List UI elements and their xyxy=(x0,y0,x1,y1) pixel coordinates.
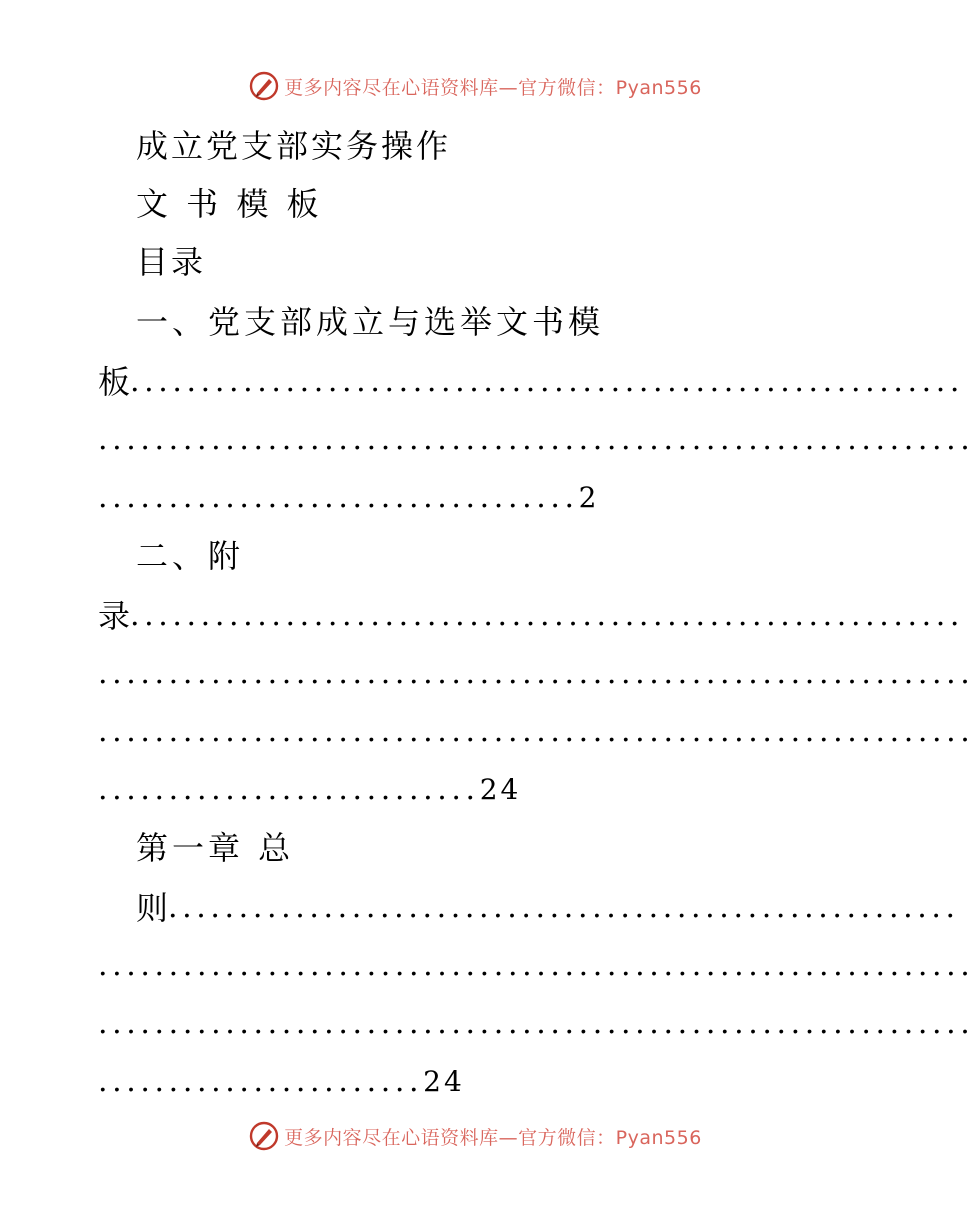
toc-heading: 目录 xyxy=(136,243,207,281)
toc-entry-2-cont xyxy=(98,596,133,636)
toc-entry-2-page: 24 xyxy=(479,773,522,806)
toc-leader-dots: ........................................................ xyxy=(168,890,960,925)
toc-leader-dots: ..................................2 xyxy=(98,480,600,515)
toc-leader-dots: ........................................................... xyxy=(130,598,965,633)
toc-entry-3-lead: 第一章 总 xyxy=(136,829,295,867)
toc-entry-3-cont-text: 则 xyxy=(136,889,172,927)
toc-leader-dots: .............................................................. xyxy=(98,1006,974,1041)
watermark-text: 更多内容尽在心语资料库—官方微信：Pyan556 xyxy=(284,76,702,99)
toc-leader-dots: .............................................................. xyxy=(98,714,974,749)
toc-leader-dots: .............................................................. xyxy=(98,422,974,457)
toc-leader-dots: ........................................................... xyxy=(130,364,965,399)
pen-logo-icon xyxy=(248,70,280,102)
toc-entry-2-cont-text: 录 xyxy=(98,597,134,635)
toc-entry-1-cont xyxy=(98,362,133,402)
toc-leader-dots: .............................................................. xyxy=(98,656,974,691)
footer-watermark xyxy=(0,1120,950,1152)
document-title: 成立党支部实务操作 xyxy=(136,127,452,165)
toc-leader-dots: ...........................24 xyxy=(98,772,522,807)
pen-logo-icon xyxy=(248,1120,280,1152)
toc-entry-3-cont xyxy=(136,888,171,928)
toc-entry-1-lead: 一、党支部成立与选举文书模 xyxy=(136,303,605,341)
document-subtitle: 文 书 模 板 xyxy=(136,185,323,223)
watermark-text: 更多内容尽在心语资料库—官方微信：Pyan556 xyxy=(284,1126,702,1149)
header-watermark xyxy=(0,70,950,102)
toc-entry-1-page: 2 xyxy=(578,481,600,514)
toc-entry-3-page: 24 xyxy=(423,1065,465,1098)
toc-leader-dots: .......................24 xyxy=(98,1064,465,1099)
toc-entry-2-lead: 二、附 xyxy=(136,537,245,575)
toc-entry-1-cont-text: 板 xyxy=(98,363,134,401)
toc-leader-dots: .............................................................. xyxy=(98,948,974,983)
